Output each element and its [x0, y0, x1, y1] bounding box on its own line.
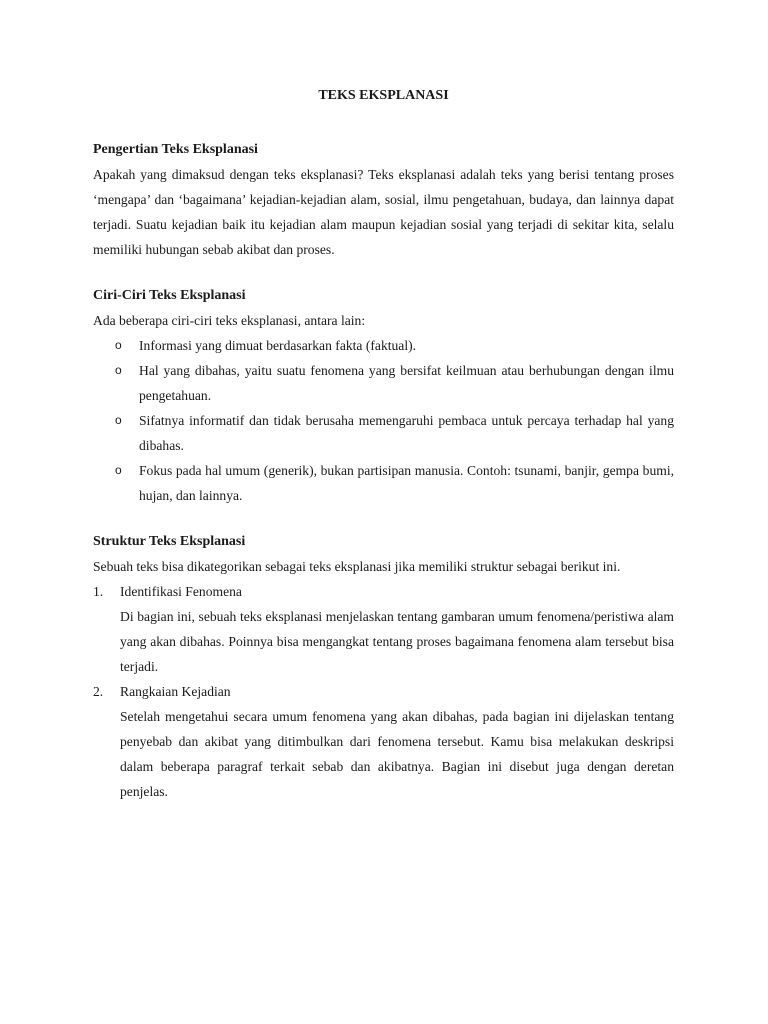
section-paragraph: Apakah yang dimaksud dengan teks eksplanasi? Teks eksplanasi adalah teks yang berisi tentang proses ‘mengapa’ dan ‘bagaimana’ kejadian-kejadian alam, sosial, ilmu pengetahuan, budaya, dan lainnya dapat terjadi. Suatu kejadian baik itu kejadian alam maupun kejadian sosial yang terjadi di sekitar kita, selalu memiliki hubungan sebab akibat dan proses.	[93, 167, 674, 257]
list-item-text: Hal yang dibahas, yaitu suatu fenomena yang bersifat keilmuan atau berhubungan dengan ilmu pengetahuan.	[139, 363, 674, 403]
list-item-text: Informasi yang dimuat berdasarkan fakta (faktual).	[139, 338, 417, 353]
item-description: Setelah mengetahui secara umum fenomena yang akan dibahas, pada bagian ini dijelaskan tentang penyebab dan akibat yang ditimbulkan dari fenomena tersebut. Kamu bisa melakukan deskripsi dalam beberapa paragraf terkait sebab dan akibatnya. Bagian ini disebut juga dengan deretan penjelas.	[120, 709, 674, 799]
section-intro: Ada beberapa ciri-ciri teks eksplanasi, antara lain:	[93, 313, 366, 328]
numbered-item	[93, 679, 674, 804]
item-label: Identifikasi Fenomena	[120, 584, 242, 599]
list-item-text: Sifatnya informatif dan tidak berusaha memengaruhi pembaca untuk percaya terhadap hal yang dibahas.	[139, 413, 674, 453]
bullet-marker: o	[115, 413, 122, 427]
bullet-marker: o	[115, 463, 122, 477]
item-number: 2.	[93, 684, 104, 699]
item-label: Rangkaian Kejadian	[120, 684, 231, 699]
item-description: Di bagian ini, sebuah teks eksplanasi menjelaskan tentang gambaran umum fenomena/peristiwa alam yang akan dibahas. Poinnya bisa mengangkat tentang proses bagaimana fenomena alam tersebut bisa terjadi.	[120, 609, 674, 674]
numbered-list	[93, 579, 674, 804]
section-ciri	[93, 283, 674, 508]
section-struktur	[93, 529, 674, 804]
section-heading: Struktur Teks Eksplanasi	[93, 534, 246, 549]
document-page	[93, 82, 674, 825]
bullet-marker: o	[115, 363, 122, 377]
section-intro: Sebuah teks bisa dikategorikan sebagai teks eksplanasi jika memiliki struktur sebagai berikut ini.	[93, 559, 621, 574]
section-heading: Ciri-Ciri Teks Eksplanasi	[93, 288, 246, 303]
list-item	[93, 333, 674, 358]
numbered-item	[93, 579, 674, 679]
document-title: TEKS EKSPLANASI	[318, 88, 449, 103]
section-heading: Pengertian Teks Eksplanasi	[93, 142, 258, 157]
item-number: 1.	[93, 584, 104, 599]
list-item	[93, 408, 674, 458]
bullet-marker: o	[115, 338, 122, 352]
bullet-list	[93, 333, 674, 508]
list-item-text: Fokus pada hal umum (generik), bukan partisipan manusia. Contoh: tsunami, banjir, gempa bumi, hujan, dan lainnya.	[139, 463, 674, 503]
list-item	[93, 458, 674, 508]
list-item	[93, 358, 674, 408]
section-pengertian	[93, 137, 674, 262]
